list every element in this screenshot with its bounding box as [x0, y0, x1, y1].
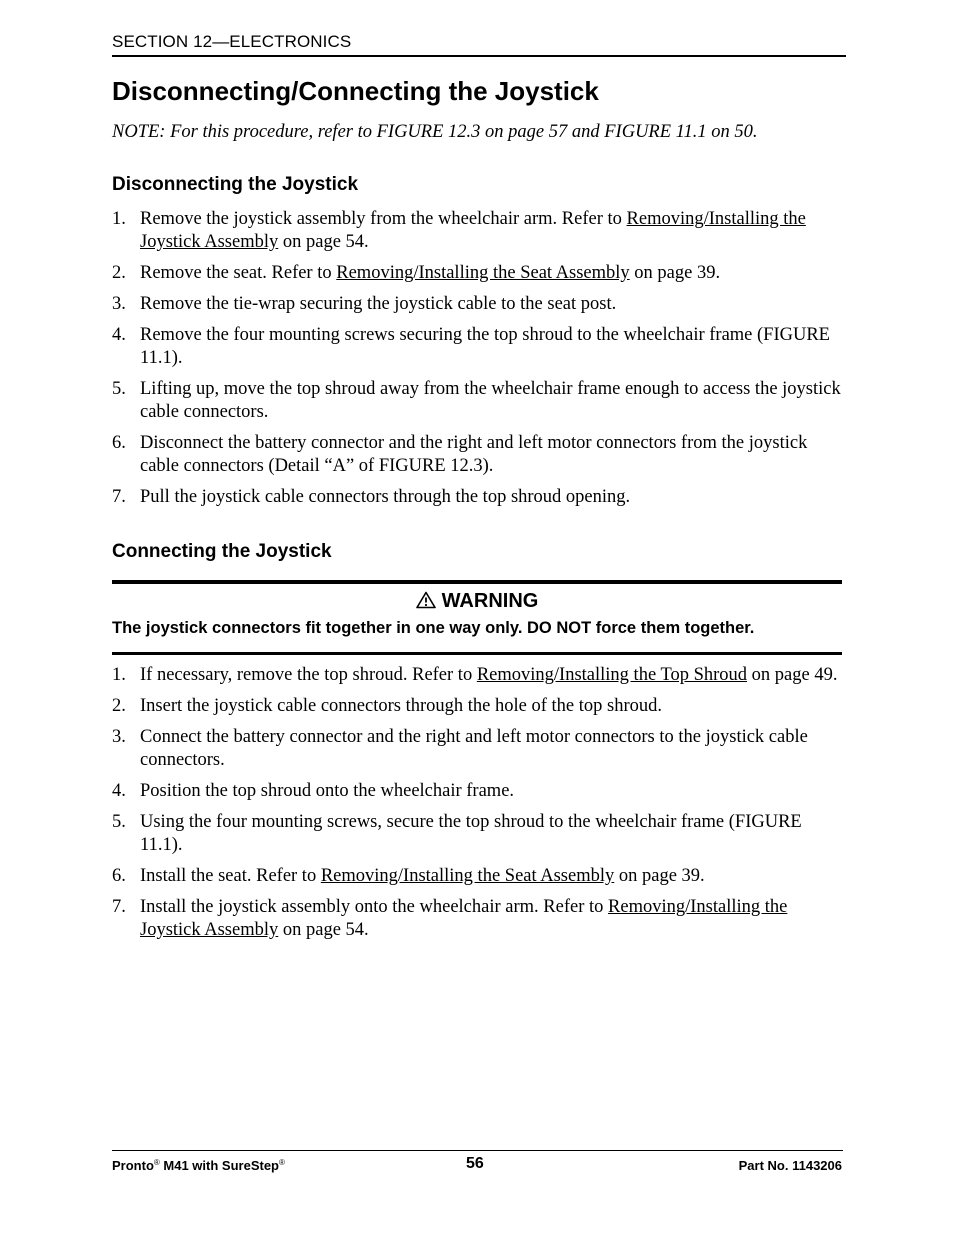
- step-text: Remove the seat. Refer to: [140, 263, 337, 283]
- list-item: [112, 896, 844, 942]
- step-number: 4.: [112, 781, 126, 801]
- cross-reference-link[interactable]: Removing/Installing the Seat Assembly: [320, 866, 615, 886]
- step-number: 5.: [112, 812, 126, 832]
- list-item: [112, 780, 844, 803]
- step-text: Remove the tie-wrap securing the joystick cable to the seat post.: [140, 294, 617, 314]
- connecting-heading: Connecting the Joystick: [112, 541, 332, 562]
- step-text: Insert the joystick cable connectors through the hole of the top shroud.: [140, 696, 662, 716]
- list-item: [112, 664, 844, 687]
- list-item: [112, 432, 844, 478]
- step-number: 6.: [112, 433, 126, 453]
- list-item: [112, 811, 844, 857]
- footer-product-name: Pronto: [112, 1158, 154, 1173]
- step-number: 3.: [112, 727, 126, 747]
- registered-mark: ®: [279, 1158, 285, 1167]
- section-header: SECTION 12—ELECTRONICS: [112, 32, 352, 51]
- warning-top-rule: [112, 580, 842, 584]
- step-number: 7.: [112, 487, 126, 507]
- step-text: Disconnect the battery connector and the right and left motor connectors from the joystick cable connectors (Detail “A” of FIGURE 12.3).: [140, 433, 808, 476]
- page-number: 56: [466, 1155, 484, 1172]
- step-text: Using the four mounting screws, secure the top shroud to the wheelchair frame (FIGURE 11.1).: [140, 812, 802, 855]
- list-item: [112, 726, 844, 772]
- step-text: Install the joystick assembly onto the wheelchair arm. Refer to: [140, 897, 609, 917]
- step-text-suffix: on page 39.: [629, 263, 721, 283]
- step-text: Pull the joystick cable connectors through the top shroud opening.: [140, 487, 631, 507]
- cross-reference-link[interactable]: Removing/Installing the Seat Assembly: [336, 263, 630, 283]
- step-number: 3.: [112, 294, 126, 314]
- step-number: 2.: [112, 696, 126, 716]
- footer-product: [112, 1158, 285, 1173]
- list-item: [112, 262, 844, 285]
- footer-model: M41 with SureStep: [159, 1158, 279, 1173]
- cross-reference-link[interactable]: Removing/Installing the Top Shroud: [476, 665, 748, 685]
- list-item: [112, 486, 844, 509]
- list-item: [112, 293, 844, 316]
- list-item: [112, 695, 844, 718]
- part-number: Part No. 1143206: [738, 1158, 842, 1173]
- step-text-suffix: on page 49.: [747, 665, 838, 685]
- header-rule: [112, 55, 846, 57]
- disconnecting-steps: [112, 208, 844, 517]
- footer-rule: [112, 1150, 843, 1151]
- step-number: 5.: [112, 379, 126, 399]
- step-text: Connect the battery connector and the right and left motor connectors to the joystick cable connectors.: [140, 727, 808, 770]
- list-item: [112, 865, 844, 888]
- step-text: Position the top shroud onto the wheelchair frame.: [140, 781, 515, 801]
- step-number: 2.: [112, 263, 126, 283]
- step-number: 1.: [112, 209, 126, 229]
- registered-mark: ®: [153, 1158, 160, 1167]
- step-text: Remove the four mounting screws securing the top shroud to the wheelchair frame (FIGURE 11.1).: [140, 325, 830, 368]
- step-number: 6.: [112, 866, 126, 886]
- list-item: [112, 208, 844, 254]
- step-text: Lifting up, move the top shroud away from the wheelchair frame enough to access the joystick cable connectors.: [140, 379, 841, 422]
- warning-label: WARNING: [441, 590, 539, 612]
- cross-reference-link[interactable]: Removing/Installing the Joystick Assembly: [140, 209, 806, 252]
- connecting-steps: [112, 664, 844, 950]
- disconnecting-heading: Disconnecting the Joystick: [112, 174, 359, 195]
- step-text-suffix: on page 54.: [278, 232, 369, 252]
- procedure-note: NOTE: For this procedure, refer to FIGURE 12.3 on page 57 and FIGURE 11.1 on 50.: [112, 122, 758, 142]
- step-text: If necessary, remove the top shroud. Refer to: [140, 665, 477, 685]
- step-text: Install the seat. Refer to: [140, 866, 321, 886]
- list-item: [112, 324, 844, 370]
- step-number: 1.: [112, 665, 126, 685]
- list-item: [112, 378, 844, 424]
- step-text: Remove the joystick assembly from the wheelchair arm. Refer to: [140, 209, 627, 229]
- warning-title: [112, 590, 842, 615]
- step-number: 7.: [112, 897, 126, 917]
- warning-text: The joystick connectors fit together in one way only. DO NOT force them together.: [112, 619, 755, 637]
- step-text-suffix: on page 54.: [278, 920, 369, 940]
- step-text-suffix: on page 39.: [614, 866, 705, 886]
- warning-triangle-icon: [416, 591, 436, 615]
- step-number: 4.: [112, 325, 126, 345]
- cross-reference-link[interactable]: Removing/Installing the Joystick Assembly: [140, 897, 788, 940]
- page-title: Disconnecting/Connecting the Joystick: [112, 76, 599, 106]
- warning-bottom-rule: [112, 652, 842, 655]
